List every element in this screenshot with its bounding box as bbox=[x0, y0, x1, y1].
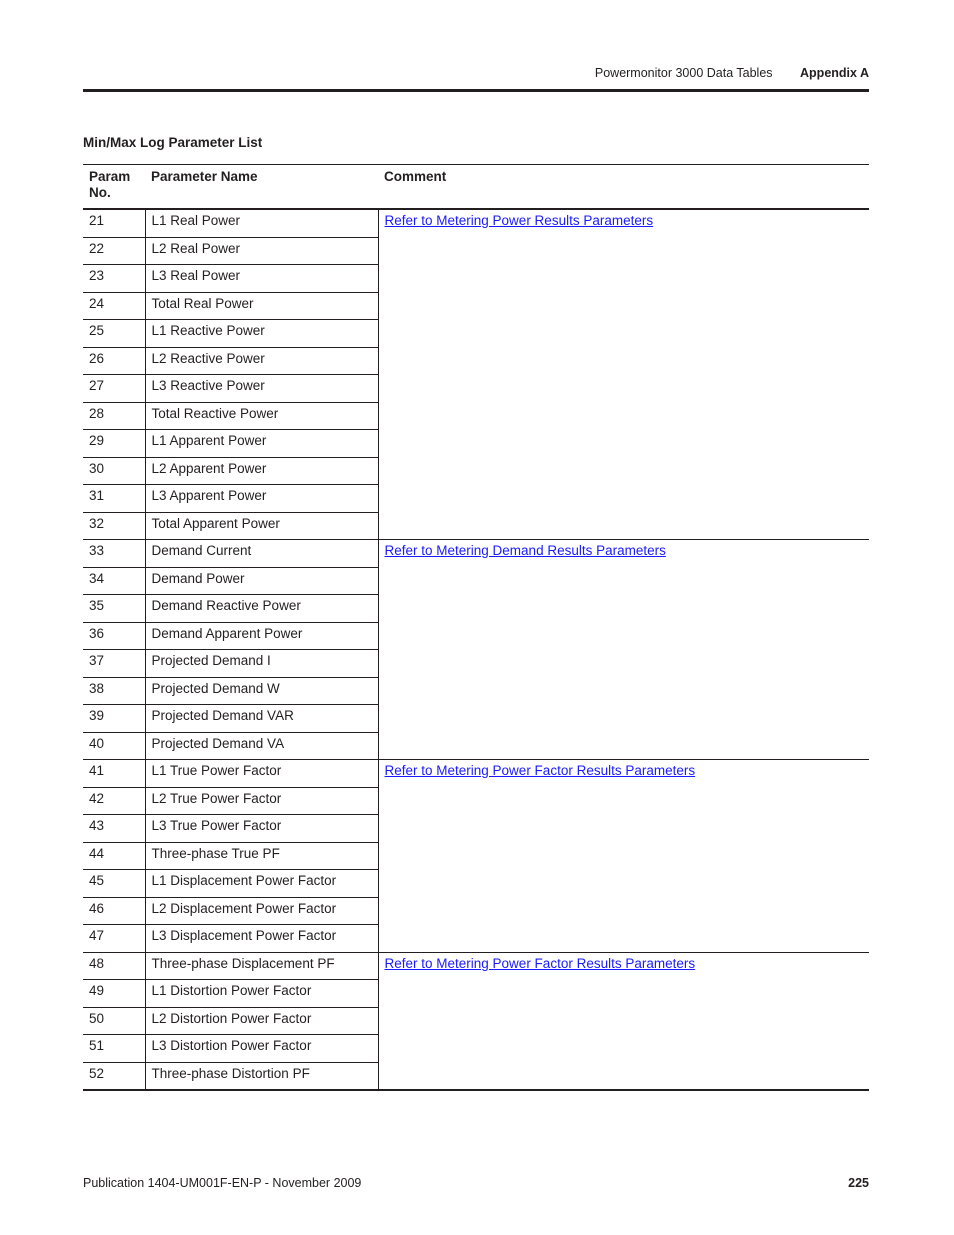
table-body bbox=[83, 209, 869, 1090]
param-number: 26 bbox=[83, 347, 145, 375]
table-row bbox=[83, 320, 869, 348]
parameter-name: Demand Reactive Power bbox=[145, 595, 378, 623]
comment-cell bbox=[378, 375, 869, 403]
comment-cell bbox=[378, 485, 869, 513]
comment-cell bbox=[378, 650, 869, 678]
parameter-name: Total Reactive Power bbox=[145, 402, 378, 430]
comment-cell bbox=[378, 430, 869, 458]
parameter-name: L2 True Power Factor bbox=[145, 787, 378, 815]
param-number: 39 bbox=[83, 705, 145, 733]
table-row bbox=[83, 952, 869, 980]
comment-cell bbox=[378, 815, 869, 843]
param-number: 31 bbox=[83, 485, 145, 513]
table-row bbox=[83, 457, 869, 485]
param-number: 38 bbox=[83, 677, 145, 705]
comment-cell bbox=[378, 595, 869, 623]
parameter-table bbox=[83, 164, 869, 1091]
parameter-name: L1 Distortion Power Factor bbox=[145, 980, 378, 1008]
table-row bbox=[83, 787, 869, 815]
table-row bbox=[83, 677, 869, 705]
parameter-name: L1 Reactive Power bbox=[145, 320, 378, 348]
parameter-name: L3 Displacement Power Factor bbox=[145, 925, 378, 953]
comment-cell bbox=[378, 457, 869, 485]
table-row bbox=[83, 622, 869, 650]
parameter-name: Total Real Power bbox=[145, 292, 378, 320]
param-number: 22 bbox=[83, 237, 145, 265]
parameter-name: L3 True Power Factor bbox=[145, 815, 378, 843]
parameter-name: L2 Apparent Power bbox=[145, 457, 378, 485]
param-number: 36 bbox=[83, 622, 145, 650]
comment-cell bbox=[378, 567, 869, 595]
param-number: 32 bbox=[83, 512, 145, 540]
param-number: 46 bbox=[83, 897, 145, 925]
comment-cell bbox=[378, 1035, 869, 1063]
param-number: 21 bbox=[83, 209, 145, 237]
table-row bbox=[83, 925, 869, 953]
parameter-name: L1 Real Power bbox=[145, 209, 378, 237]
comment-reference-link[interactable]: Refer to Metering Power Factor Results Parameters bbox=[384, 763, 696, 778]
comment-cell bbox=[378, 705, 869, 733]
param-number: 48 bbox=[83, 952, 145, 980]
parameter-name: Projected Demand W bbox=[145, 677, 378, 705]
table-row bbox=[83, 402, 869, 430]
table-row bbox=[83, 815, 869, 843]
running-header bbox=[595, 66, 869, 80]
comment-cell bbox=[378, 760, 869, 788]
param-number: 49 bbox=[83, 980, 145, 1008]
header-comment: Comment bbox=[378, 165, 869, 210]
parameter-name: Demand Apparent Power bbox=[145, 622, 378, 650]
table-row bbox=[83, 1035, 869, 1063]
table-row bbox=[83, 430, 869, 458]
header-param-no: Param No. bbox=[83, 165, 145, 210]
table-row bbox=[83, 760, 869, 788]
param-number: 33 bbox=[83, 540, 145, 568]
param-number: 23 bbox=[83, 265, 145, 293]
param-number: 42 bbox=[83, 787, 145, 815]
chapter-title: Powermonitor 3000 Data Tables bbox=[594, 66, 773, 80]
table-row bbox=[83, 897, 869, 925]
param-number: 24 bbox=[83, 292, 145, 320]
table-row bbox=[83, 705, 869, 733]
table-row bbox=[83, 485, 869, 513]
table-row bbox=[83, 375, 869, 403]
comment-cell bbox=[378, 209, 869, 237]
table-row bbox=[83, 732, 869, 760]
parameter-name: L3 Reactive Power bbox=[145, 375, 378, 403]
comment-cell bbox=[378, 292, 869, 320]
param-number: 37 bbox=[83, 650, 145, 678]
parameter-name: L1 Apparent Power bbox=[145, 430, 378, 458]
table-row bbox=[83, 540, 869, 568]
comment-cell bbox=[378, 732, 869, 760]
param-number: 43 bbox=[83, 815, 145, 843]
comment-reference-link[interactable]: Refer to Metering Demand Results Parameters bbox=[384, 543, 666, 558]
appendix-label: Appendix A bbox=[800, 66, 869, 80]
comment-cell bbox=[378, 952, 869, 980]
table-row bbox=[83, 209, 869, 237]
param-number: 27 bbox=[83, 375, 145, 403]
table-row bbox=[83, 1062, 869, 1090]
param-number: 47 bbox=[83, 925, 145, 953]
parameter-name: Demand Power bbox=[145, 567, 378, 595]
table-row bbox=[83, 347, 869, 375]
param-number: 50 bbox=[83, 1007, 145, 1035]
comment-cell bbox=[378, 347, 869, 375]
table-row bbox=[83, 870, 869, 898]
param-number: 45 bbox=[83, 870, 145, 898]
table-row bbox=[83, 650, 869, 678]
table-row bbox=[83, 567, 869, 595]
parameter-name: Total Apparent Power bbox=[145, 512, 378, 540]
comment-reference-link[interactable]: Refer to Metering Power Results Parameters bbox=[384, 213, 654, 228]
table-row bbox=[83, 842, 869, 870]
parameter-name: L1 Displacement Power Factor bbox=[145, 870, 378, 898]
parameter-name: Projected Demand VAR bbox=[145, 705, 378, 733]
comment-cell bbox=[378, 320, 869, 348]
comment-cell bbox=[378, 622, 869, 650]
comment-cell bbox=[378, 1007, 869, 1035]
parameter-name: L3 Real Power bbox=[145, 265, 378, 293]
header-parameter-name: Parameter Name bbox=[145, 165, 378, 210]
parameter-name: L1 True Power Factor bbox=[145, 760, 378, 788]
parameter-name: L3 Apparent Power bbox=[145, 485, 378, 513]
parameter-name: Three-phase Displacement PF bbox=[145, 952, 378, 980]
table-title: Min/Max Log Parameter List bbox=[83, 135, 263, 150]
table-row bbox=[83, 265, 869, 293]
parameter-name: Projected Demand VA bbox=[145, 732, 378, 760]
table-row bbox=[83, 292, 869, 320]
comment-cell bbox=[378, 402, 869, 430]
comment-cell bbox=[378, 677, 869, 705]
parameter-name: L2 Displacement Power Factor bbox=[145, 897, 378, 925]
comment-reference-link[interactable]: Refer to Metering Power Factor Results Parameters bbox=[384, 955, 696, 971]
param-number: 25 bbox=[83, 320, 145, 348]
comment-cell bbox=[378, 237, 869, 265]
comment-cell bbox=[378, 897, 869, 925]
parameter-name: L2 Reactive Power bbox=[145, 347, 378, 375]
param-number: 30 bbox=[83, 457, 145, 485]
param-number: 41 bbox=[83, 760, 145, 788]
parameter-name: Demand Current bbox=[145, 540, 378, 568]
comment-cell bbox=[378, 925, 869, 953]
page-number: 225 bbox=[848, 1176, 869, 1190]
comment-cell bbox=[378, 787, 869, 815]
comment-cell bbox=[378, 540, 869, 568]
comment-cell bbox=[378, 870, 869, 898]
publication-info: Publication 1404-UM001F-EN-P - November 2009 bbox=[83, 1176, 362, 1190]
parameter-name: Projected Demand I bbox=[145, 650, 378, 678]
parameter-name: L2 Distortion Power Factor bbox=[145, 1007, 378, 1035]
parameter-name: L3 Distortion Power Factor bbox=[145, 1035, 378, 1063]
param-number: 35 bbox=[83, 595, 145, 623]
param-number: 34 bbox=[83, 567, 145, 595]
table-row bbox=[83, 237, 869, 265]
param-number: 51 bbox=[83, 1035, 145, 1063]
param-number: 29 bbox=[83, 430, 145, 458]
table-row bbox=[83, 595, 869, 623]
table-row bbox=[83, 980, 869, 1008]
param-number: 40 bbox=[83, 732, 145, 760]
comment-cell bbox=[378, 265, 869, 293]
param-number: 52 bbox=[83, 1062, 145, 1090]
table-row bbox=[83, 1007, 869, 1035]
comment-cell bbox=[378, 512, 869, 540]
table-header-row bbox=[83, 165, 869, 210]
comment-cell bbox=[378, 842, 869, 870]
parameter-name: L2 Real Power bbox=[145, 237, 378, 265]
comment-cell bbox=[378, 1062, 869, 1090]
param-number: 44 bbox=[83, 842, 145, 870]
table-row bbox=[83, 512, 869, 540]
parameter-name: Three-phase Distortion PF bbox=[145, 1062, 378, 1090]
parameter-name: Three-phase True PF bbox=[145, 842, 378, 870]
param-number: 28 bbox=[83, 402, 145, 430]
header-rule bbox=[83, 89, 869, 92]
comment-cell bbox=[378, 980, 869, 1008]
